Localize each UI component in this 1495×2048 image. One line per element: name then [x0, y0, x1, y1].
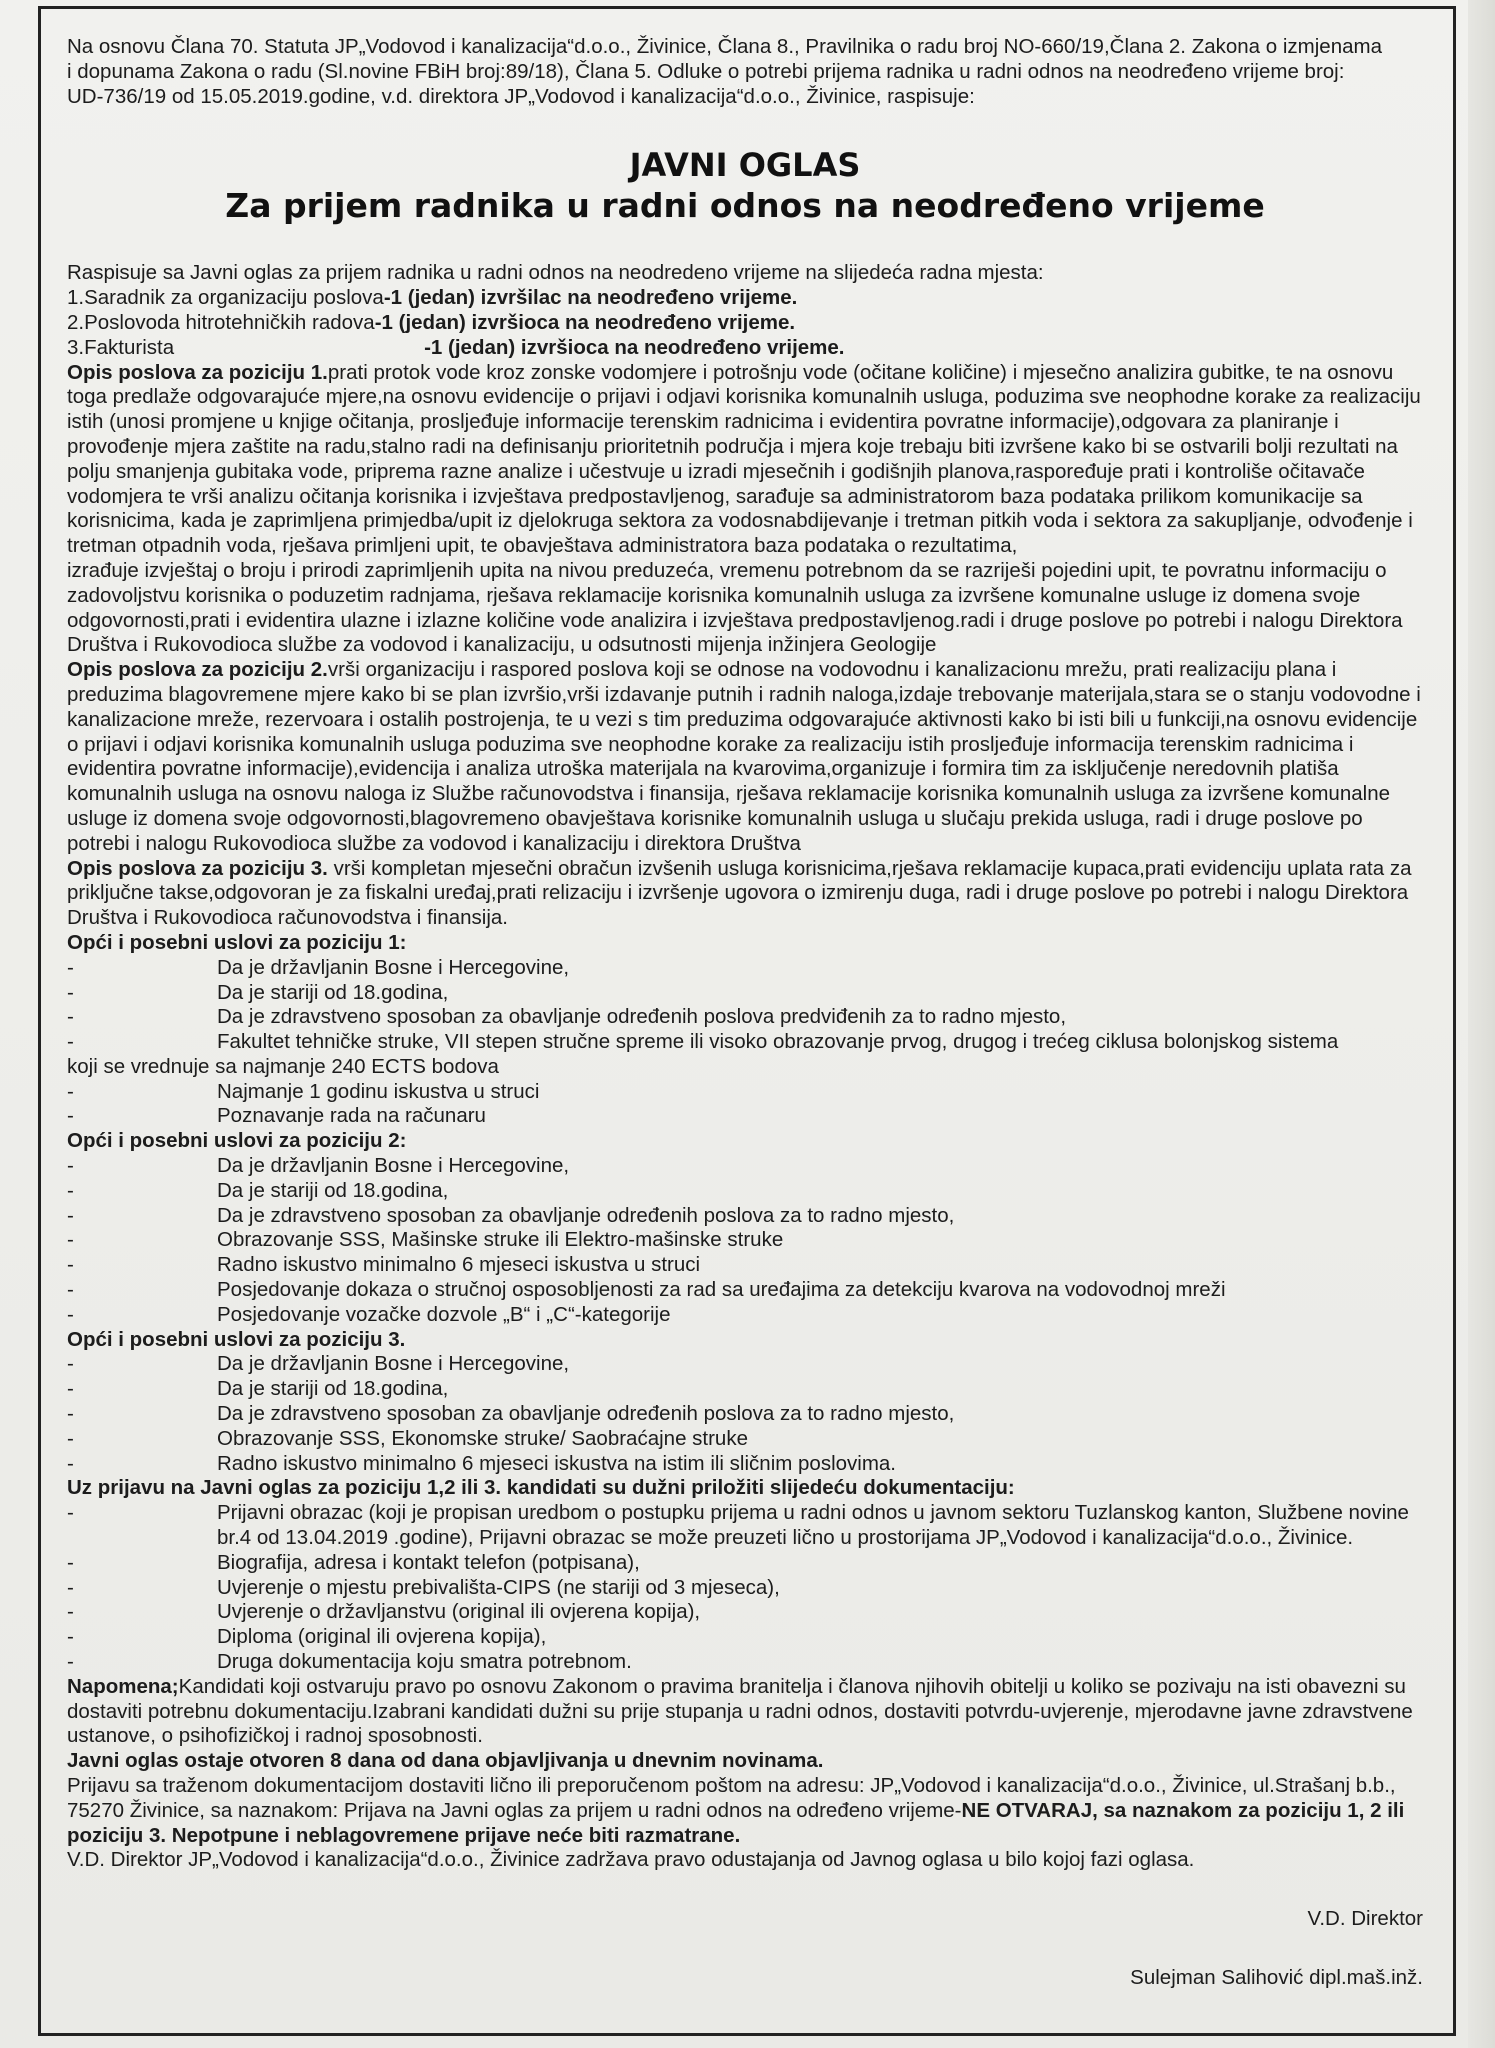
list-item-text: Uvjerenje o državljanstvu (original ili ovjerena kopija), — [217, 1600, 701, 1624]
required-documents — [67, 1476, 1423, 1674]
bullet-dash: - — [67, 1104, 74, 1128]
bullet-dash: - — [67, 1005, 74, 1029]
submission-text: Prijavu sa traženom dokumentacijom dostaviti lično ili preporučenom poštom na adresu: JP„Vodovod i kanalizacija“d.o.o., Živinice, ul.Strašanj b.b., 75270 Živinice, sa naznakom: Prijava na Javni oglas za prijem u radni odnos na određeno vrijeme- — [67, 1774, 1396, 1822]
list-item — [67, 1452, 1423, 1477]
bullet-dash: - — [67, 955, 74, 979]
description-1 — [67, 361, 1423, 559]
list-item — [67, 1204, 1423, 1229]
list-item-text: Da je stariji od 18.godina, — [217, 980, 449, 1004]
list-item — [67, 1402, 1423, 1427]
list-item — [67, 1030, 1423, 1055]
documents-heading: Uz prijavu na Javni oglas za poziciju 1,2 ili 3. kandidati su dužni priložiti slijedeću dokumentaciju: — [67, 1476, 1015, 1500]
description-2 — [67, 658, 1423, 856]
bullet-dash: - — [67, 1302, 74, 1326]
list-item-text: Obrazovanje SSS, Mašinske struke ili Elektro-mašinske struke — [217, 1228, 784, 1252]
position-count: -1 (jedan) izvršioca na neodređeno vrijeme. — [374, 310, 796, 334]
conditions-2-heading: Opći i posebni uslovi za poziciju 2: — [67, 1129, 407, 1153]
title-block — [67, 145, 1423, 227]
position-name: 1.Saradnik za organizaciju poslova — [67, 286, 384, 310]
note-text: Kandidati koji ostvaruju pravo po osnovu Zakonom o pravima branitelja i članova njihovih obitelji u koliko se pozivaju na isti obavezni su dostaviti potrebnu dokumentaciju.Izabrani kandidati dužni su prije stupanja u radni odnos, dostaviti potvrdu-uvjerenje, mjerodavne javne zdravstvene ustanove, o psihofizičkoj i radnoj sposobnosti. — [67, 1674, 1413, 1748]
description-1-label: Opis poslova za poziciju 1. — [67, 360, 328, 384]
description-1-continued: izrađuje izvještaj o broju i prirodi zaprimljenih upita na nivou preduzeća, vremenu potrebnom da se razriješi pojedini upit, te povratnu informaciju o zadovoljstvu korisnika o poduzetim radnjama, rješava reklamacije korisnika komunalnih usluga za izvršene komunalne usluge iz domena svoje odgovornosti,prati i evidentira ulazne i izlazne količine vode analizira i izvještava predpostavljenog.radi i druge poslove po potrebi i nalogu Direktora Društva i Rukovodioca službe za vodovod i kanalizaciju, u odsutnosti mijenja inžinjera Geologije — [67, 558, 1403, 657]
list-item-text: Prijavni obrazac (koji je propisan uredbom o postupku prijema u radni odnos u javnom sektoru Tuzlanskog kanton, Službene novine br.4 od 13.04.2019 .godine), Prijavni obrazac se može preuzeti lično u prostorijama JP„Vodovod i kanalizacija“d.o.o., Živinice. — [217, 1501, 1409, 1550]
bullet-dash: - — [67, 1377, 74, 1401]
open-period: Javni oglas ostaje otvoren 8 dana od dana objavljivanja u dnevnim novinama. — [67, 1749, 824, 1773]
position-count: -1 (jedan) izvršioca na neodređeno vrijeme. — [424, 335, 845, 359]
list-item — [67, 981, 1423, 1006]
bullet-dash: - — [67, 980, 74, 1004]
bullet-dash: - — [67, 1253, 74, 1277]
list-item — [67, 1576, 1423, 1601]
list-item-text: Radno iskustvo minimalno 6 mjeseci iskustva u struci — [217, 1253, 701, 1277]
list-item-text: Da je stariji od 18.godina, — [217, 1377, 449, 1401]
bullet-dash: - — [67, 1550, 74, 1574]
list-item — [67, 1005, 1423, 1030]
bullet-dash: - — [67, 1352, 74, 1376]
description-2-label: Opis poslova za poziciju 2. — [67, 658, 328, 682]
description-1-text: prati protok vode kroz zonske vodomjere i potrošnju vode (očitane količine) i mjesečno analizira gubitke, te na osnovu toga predlaže odgovarajuće mjere,na osnovu evidencije o prijavi i odjavi korisnika komunalnih usluga, poduzima sve neophodne korake za realizaciju istih (unosi promjene u knjige očitanja, prosljeđuje informacije terenskim radnicima i evidentira povratne informacije),odgovara za planiranje i provođenje mjera zaštite na radu,stalno radi na definisanju prioritetnih područja i mjera koje trebaju biti izvršene kako bi se ostvarili bolji rezultati na polju smanjenja gubitaka vode, priprema razne analize i učestvuje u izradi mjesečnih i godišnjih planova,raspoređuje prati i kontroliše očitavače vodomjera te vrši analizu očitanja korisnika i izvještava predpostavljenog, sarađuje sa administratorom baza podataka prilikom komunikacije sa korisnicima, kada je zaprimljena primjedba/upit iz djelokruga sektora za vodosnabdijevanje i tretman pitkih voda i sektora za sakupljanje, odvođenje i tretman otpadnih voda, rješava primljeni upit, te obavještava administratora baza podataka o rezultatima, — [67, 360, 1421, 558]
positions-list — [67, 286, 1423, 360]
submission-paragraph — [67, 1774, 1423, 1848]
signature-role: V.D. Direktor — [1307, 1907, 1423, 1931]
bullet-dash: - — [67, 1079, 74, 1103]
description-3-label: Opis poslova za poziciju 3. — [67, 856, 328, 880]
description-3 — [67, 857, 1423, 931]
bullet-dash: - — [67, 1426, 74, 1450]
list-item-continuation: koji se vrednuje sa najmanje 240 ECTS bodova — [67, 1054, 499, 1078]
conditions-1-heading: Opći i posebni uslovi za poziciju 1: — [67, 930, 407, 954]
submission-bold: NE OTVARAJ, sa naznakom za poziciju 1, 2 ili poziciju 3. Nepotpune i neblagovremene prijave neće biti razmatrane. — [67, 1798, 1405, 1847]
position-item — [67, 311, 1423, 336]
position-name: 2.Poslovoda hitrotehničkih radova — [67, 310, 375, 334]
list-item-text: Poznavanje rada na računaru — [217, 1104, 486, 1128]
bullet-dash: - — [67, 1650, 74, 1674]
bullet-dash: - — [67, 1402, 74, 1426]
position-name: 3.Fakturista — [67, 335, 175, 359]
conditions-2 — [67, 1129, 1423, 1327]
list-item-text: Fakultet tehničke struke, VII stepen stručne spreme ili visoko obrazovanje prvog, drugog i trećeg ciklusa bolonjskog sistema — [217, 1030, 1339, 1054]
title-sub: Za prijem radnika u radni odnos na neodređeno vrijeme — [225, 186, 1265, 226]
signature-name: Sulejman Salihović dipl.maš.inž. — [1130, 1965, 1423, 1989]
list-item — [67, 956, 1423, 981]
list-item-text: Najmanje 1 godinu iskustva u struci — [217, 1079, 540, 1103]
list-item-text: Biografija, adresa i kontakt telefon (potpisana), — [217, 1550, 640, 1574]
list-item — [67, 1104, 1423, 1129]
list-item-text: Uvjerenje o mjestu prebivališta-CIPS (ne stariji od 3 mjeseca), — [217, 1575, 780, 1599]
list-item — [67, 1228, 1423, 1253]
list-item — [67, 1427, 1423, 1452]
bullet-dash: - — [67, 1451, 74, 1475]
position-count: -1 (jedan) izvršilac na neodređeno vrijeme. — [383, 286, 798, 310]
bullet-dash: - — [67, 1030, 74, 1054]
bullet-dash: - — [67, 1501, 74, 1525]
list-item-text: Da je stariji od 18.godina, — [217, 1178, 449, 1202]
list-item-text: Radno iskustvo minimalno 6 mjeseci iskustva na istim ili sličnim poslovima. — [217, 1451, 897, 1475]
bullet-dash: - — [67, 1203, 74, 1227]
bullet-dash: - — [67, 1178, 74, 1202]
conditions-3-heading: Opći i posebni uslovi za poziciju 3. — [67, 1327, 406, 1351]
list-item — [67, 1154, 1423, 1179]
list-item-text: Diploma (original ili ovjerena kopija), — [217, 1625, 547, 1649]
bullet-dash: - — [67, 1228, 74, 1252]
list-item — [67, 1625, 1423, 1650]
description-3-text: vrši kompletan mjesečni obračun izvšenih usluga korisnicima,rješava reklamacije kupaca,prati evidenciju uplata rata za priključne takse,odgovoran je za fiskalni uređaj,prati relizaciju i izvršenje ugovora o izmirenju duga, radi i druge poslove po potrebi i nalogu Direktora Društva i Rukovodioca računovodstva i finansija. — [67, 856, 1412, 930]
list-item — [67, 1501, 1423, 1551]
list-item — [67, 1278, 1423, 1303]
list-item-text: Druga dokumentacija koju smatra potrebnom. — [217, 1650, 632, 1674]
position-item — [67, 336, 1423, 361]
list-item-text: Da je državljanin Bosne i Hercegovine, — [217, 1352, 570, 1376]
list-item-text: Obrazovanje SSS, Ekonomske struke/ Saobraćajne struke — [217, 1426, 748, 1450]
list-item-text: Da je državljanin Bosne i Hercegovine, — [217, 955, 570, 979]
list-item — [67, 1080, 1423, 1105]
conditions-3 — [67, 1328, 1423, 1477]
list-item — [67, 1600, 1423, 1625]
list-item — [67, 1303, 1423, 1328]
list-item-text: Posjedovanje dokaza o stručnoj osposobljenosti za rad sa uređajima za detekciju kvarova na vodovodnoj mreži — [217, 1278, 1226, 1302]
bullet-dash: - — [67, 1154, 74, 1178]
bullet-dash: - — [67, 1278, 74, 1302]
list-item — [67, 1179, 1423, 1204]
bullet-dash: - — [67, 1600, 74, 1624]
list-item — [67, 1352, 1423, 1377]
list-item-text: Da je zdravstveno sposoban za obavljanje određenih poslova predviđenih za to radno mjesto, — [217, 1005, 1067, 1029]
page-edge — [1468, 0, 1495, 2048]
list-item-text: Da je državljanin Bosne i Hercegovine, — [217, 1154, 570, 1178]
bullet-dash: - — [67, 1625, 74, 1649]
list-item — [67, 1253, 1423, 1278]
list-item-text: Da je zdravstveno sposoban za obavljanje određenih poslova za to radno mjesto, — [217, 1402, 955, 1426]
list-item — [67, 1551, 1423, 1576]
list-item-text: Da je zdravstveno sposoban za obavljanje određenih poslova za to radno mjesto, — [217, 1203, 955, 1227]
announce-text: Raspisuje sa Javni oglas za prijem radnika u radni odnos na neodredeno vrijeme na slijedeća radna mjesta: — [67, 261, 1044, 285]
list-item — [67, 1650, 1423, 1675]
intro-paragraph: Na osnovu Člana 70. Statuta JP„Vodovod i kanalizacija“d.o.o., Živinice, Člana 8., Pravilnika o radu broj NO-660/19,Člana 2. Zakona o izmjenama i dopunama Zakona o radu (Sl.novine FBiH broj:89/18), Člana 5. Odluke o potrebi prijema radnika u radni odnos na neodređeno vrijeme broj: UD-736/19 od 15.05.2019.godine, v.d. direktora JP„Vodovod i kanalizacija“d.o.o., Živinice, raspisuje: — [67, 35, 1382, 108]
list-item — [67, 1377, 1423, 1402]
note-paragraph — [67, 1675, 1423, 1749]
position-item — [67, 286, 1423, 311]
list-item-text: Posjedovanje vozačke dozvole „B“ i „C“-kategorije — [217, 1302, 671, 1326]
conditions-1 — [67, 931, 1423, 1129]
signature-block — [67, 1907, 1423, 1991]
ad-frame — [38, 6, 1456, 2036]
description-2-text: vrši organizaciju i raspored poslova koji se odnose na vodovodnu i kanalizacionu mrežu, prati realizaciju plana i preduzima blagovremene mjere kako bi se plan izvršio,vrši izdavanje putnih i radnih naloga,izdaje trebovanje materijala,stara se o stanju vodovodne i kanalizacione mreže, rezervoara i ostalih postrojenja, te u vezi s tim preduzima odgovarajuće aktivnosti kako bi isti bili u funkciji,na osnovu evidencije o prijavi i odjavi korisnika komunalnih usluga poduzima sve neophodne korake za realizaciju istih prosljeđuje informacija terenskim radnicima i evidentira povratne informacije),evidencija i analiza utroška materijala na kvarovima,organizuje i formira tim za isključenje neredovnih platiša komunalnih usluga na osnovu naloga iz Službe računovodstva i finansija, rješava reklamacije korisnika komunalnih usluga za izvršene komunalne usluge iz domena svoje odgovornosti,blagovremeno obavještava korisnike komunalnih usluga u slučaju prekida usluga, radi i druge poslove po potrebi i nalogu Rukovodioca službe za vodovod i kanalizaciju i direktora Društva — [67, 658, 1421, 855]
title-main: JAVNI OGLAS — [629, 146, 861, 185]
bullet-dash: - — [67, 1575, 74, 1599]
reserve-paragraph: V.D. Direktor JP„Vodovod i kanalizacija“d.o.o., Živinice zadržava pravo odustajanja od Javnog oglasa u bilo kojoj fazi oglasa. — [67, 1848, 1195, 1872]
note-label: Napomena; — [67, 1674, 179, 1698]
